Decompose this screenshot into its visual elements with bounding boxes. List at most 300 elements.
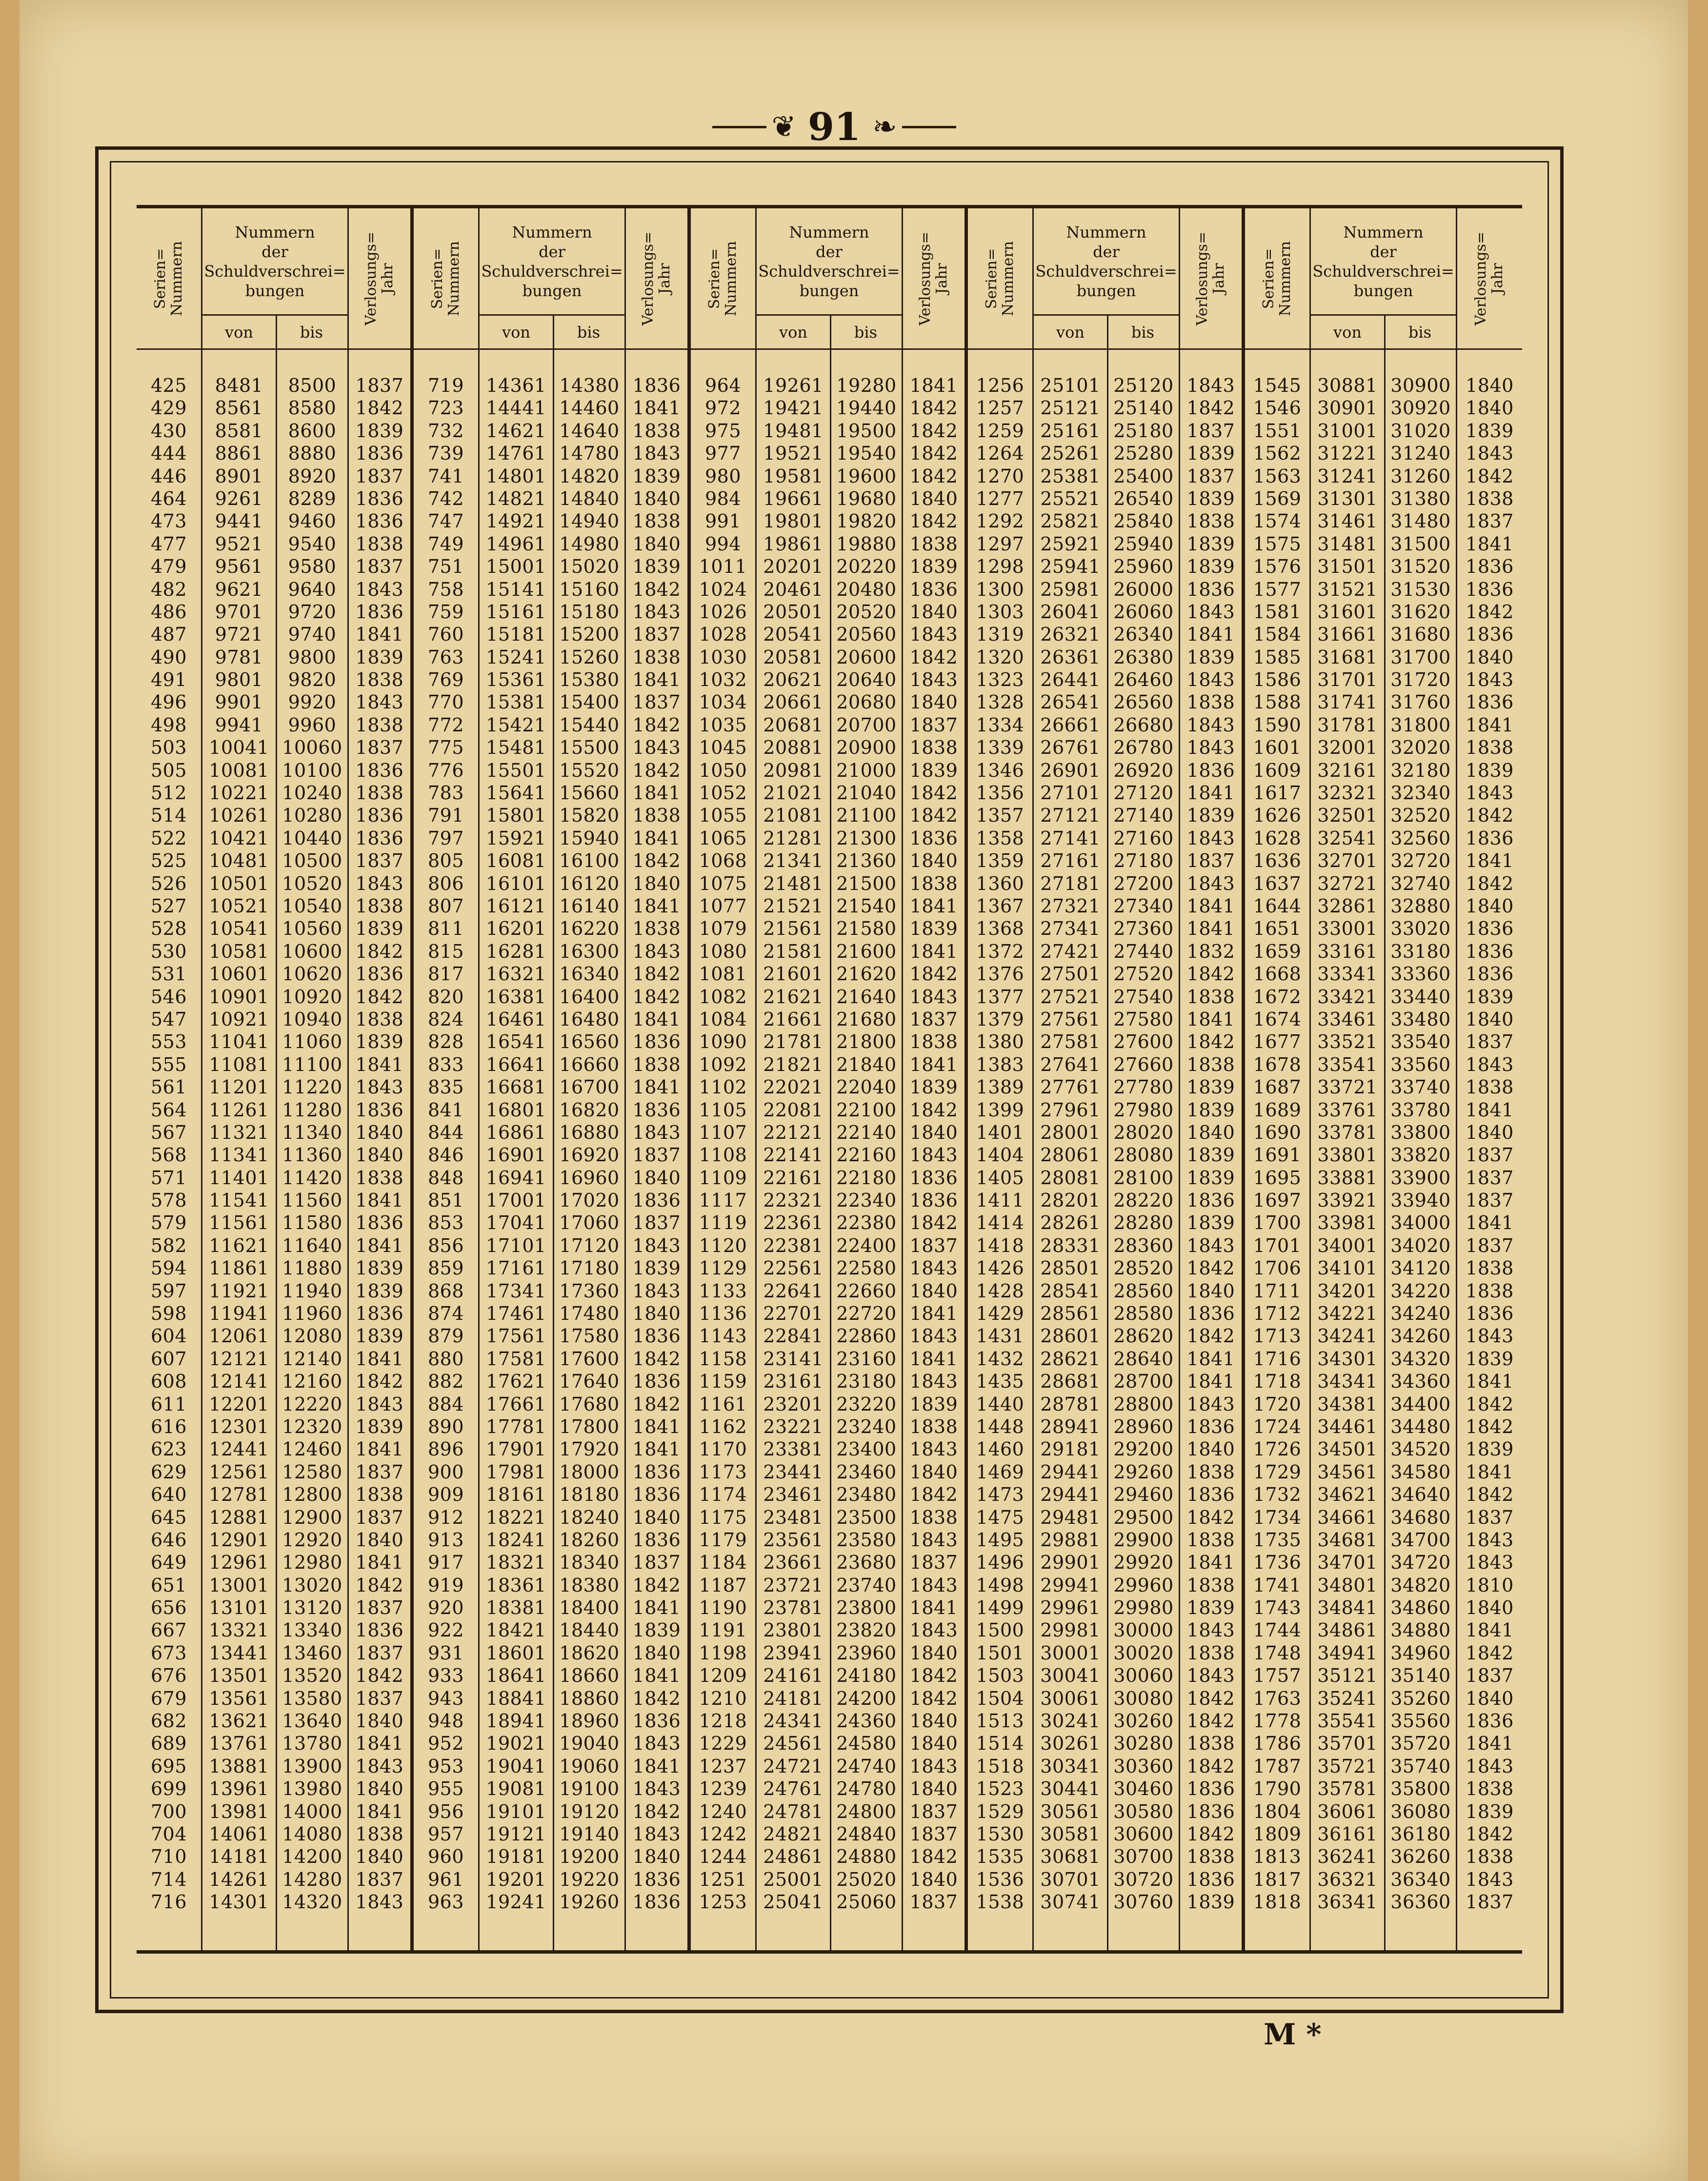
bis-cell: 13900: [282, 1755, 342, 1777]
serie-cell: 1050: [699, 759, 747, 781]
serie-cell: 527: [150, 895, 187, 917]
von-cell: 26761: [1040, 737, 1101, 759]
von-cell: 15181: [486, 624, 546, 646]
von-cell: 34801: [1317, 1574, 1378, 1596]
serie-cell: 817: [427, 963, 464, 985]
year-cell: 1836: [1466, 556, 1514, 578]
von-cell: 33981: [1317, 1212, 1378, 1234]
serie-cell: 956: [427, 1800, 464, 1822]
serie-cell: 1082: [699, 986, 747, 1008]
serie-cell: 640: [150, 1484, 187, 1506]
year-cell: 1837: [1466, 1891, 1514, 1913]
year-cell: 1836: [1186, 1484, 1235, 1506]
von-cell: 33461: [1317, 1008, 1378, 1030]
bis-cell: 20640: [836, 669, 897, 691]
serie-cell: 1065: [699, 827, 747, 849]
year-cell: 1837: [355, 1597, 404, 1619]
year-cell: 1842: [1186, 963, 1235, 985]
year-cell: 1841: [1186, 1552, 1235, 1574]
serie-cell: 1240: [699, 1800, 747, 1822]
year-cell: 1840: [909, 850, 958, 872]
von-cell: 25161: [1040, 420, 1101, 442]
von-cell: 22081: [763, 1099, 824, 1121]
serie-cell: 1368: [976, 918, 1025, 940]
serie-cell: 482: [150, 578, 187, 600]
bis-cell: 8580: [288, 397, 337, 419]
bis-cells: [1384, 374, 1457, 1914]
serie-cell: 490: [150, 646, 187, 668]
serie-cell: 772: [427, 714, 464, 736]
year-cell: 1840: [632, 1303, 681, 1325]
serie-cell: 1411: [976, 1190, 1025, 1212]
serie-cell: 1817: [1253, 1868, 1302, 1890]
year-cell: 1843: [1186, 872, 1235, 894]
year-header: [903, 208, 965, 350]
von-cell: 29481: [1040, 1506, 1101, 1528]
bis-cell: 25280: [1113, 443, 1174, 464]
bis-cell: 28620: [1113, 1325, 1174, 1347]
serie-cell: 1677: [1253, 1031, 1302, 1053]
von-cell: 10901: [209, 986, 269, 1008]
von-cell: 20661: [763, 691, 824, 713]
number-range-column: [1311, 208, 1457, 1950]
year-cell: 1841: [632, 827, 681, 849]
serie-cell: 582: [150, 1234, 187, 1256]
serie-cell: 1763: [1253, 1687, 1302, 1709]
serie-cell: 1786: [1253, 1733, 1302, 1755]
von-cell: 17661: [486, 1393, 546, 1415]
von-cell: 31301: [1317, 487, 1378, 509]
von-cell: 34501: [1317, 1438, 1378, 1460]
serie-cell: 964: [704, 375, 742, 396]
year-column: [1457, 208, 1522, 1950]
serie-cell: 919: [427, 1574, 464, 1596]
bis-cell: 33440: [1390, 986, 1451, 1008]
serie-cell: 933: [427, 1665, 464, 1687]
von-cell: 12121: [209, 1348, 269, 1370]
bis-cell: 33180: [1390, 940, 1451, 962]
bis-cell: 25400: [1113, 465, 1174, 487]
year-cell: 1838: [632, 805, 681, 827]
year-cell: 1842: [355, 1665, 404, 1687]
year-cell: 1839: [355, 1280, 404, 1302]
von-cell: 12561: [209, 1461, 269, 1483]
von-cell: 29181: [1040, 1438, 1101, 1460]
serie-cell: 567: [150, 1121, 187, 1143]
serie-cell: 1323: [976, 669, 1025, 691]
year-cell: 1837: [355, 1868, 404, 1890]
year-cell: 1836: [1186, 1303, 1235, 1325]
serie-cell: 646: [150, 1529, 187, 1551]
serie-cell: 900: [427, 1461, 464, 1483]
year-cell: 1841: [632, 895, 681, 917]
year-cell: 1841: [909, 1303, 958, 1325]
bis-cell: 16960: [559, 1167, 620, 1189]
year-cell: 1840: [355, 1846, 404, 1868]
year-cell: 1843: [355, 1755, 404, 1777]
bis-cell: 32560: [1390, 827, 1451, 849]
serie-cell: 880: [427, 1348, 464, 1370]
bis-cell: 28020: [1113, 1121, 1174, 1143]
serie-cell: 1736: [1253, 1552, 1302, 1574]
serie-cell: 1695: [1253, 1167, 1302, 1189]
serie-cell: 547: [150, 1008, 187, 1030]
von-cell: 9441: [215, 510, 263, 532]
year-cell: 1842: [1466, 1823, 1514, 1845]
von-cell: 28201: [1040, 1190, 1101, 1212]
bis-cell: 8500: [288, 375, 337, 396]
year-cell: 1842: [909, 465, 958, 487]
year-cell: 1836: [1186, 578, 1235, 600]
year-column: [349, 208, 414, 1950]
bis-cell: 18400: [559, 1597, 620, 1619]
bis-cell: 31020: [1390, 420, 1451, 442]
serie-cell: 1691: [1253, 1144, 1302, 1166]
von-cell: 11541: [209, 1190, 269, 1212]
von-cell: 21521: [763, 895, 824, 917]
von-cell: 20501: [763, 601, 824, 623]
year-cell: 1838: [909, 872, 958, 894]
year-cell: 1838: [355, 1823, 404, 1845]
year-cell: 1838: [1466, 1778, 1514, 1800]
bis-cell: 19440: [836, 397, 897, 419]
bis-cell: 33780: [1390, 1099, 1451, 1121]
serie-cell: 1218: [699, 1710, 747, 1732]
von-cell: 20681: [763, 714, 824, 736]
bis-cell: 23160: [836, 1348, 897, 1370]
von-cell: 32721: [1317, 872, 1378, 894]
bis-cell: 27520: [1113, 963, 1174, 985]
year-cell: 1838: [1186, 1642, 1235, 1664]
serie-cell: 1586: [1253, 669, 1302, 691]
serie-cell: 1678: [1253, 1053, 1302, 1075]
year-cell: 1839: [632, 1619, 681, 1641]
year-cells: [1457, 374, 1522, 1914]
von-cell: 23561: [763, 1529, 824, 1551]
serie-cell: 1637: [1253, 872, 1302, 894]
year-cell: 1837: [355, 737, 404, 759]
bis-cell: 29200: [1113, 1438, 1174, 1460]
bis-cell: 34960: [1390, 1642, 1451, 1664]
von-cell: 31521: [1317, 578, 1378, 600]
serie-cell: 505: [150, 759, 187, 781]
year-cell: 1842: [355, 1574, 404, 1596]
bis-cell: 19880: [836, 533, 897, 555]
serie-cell: 917: [427, 1552, 464, 1574]
serie-cell: 732: [427, 420, 464, 442]
serie-header: [137, 208, 201, 350]
year-cell: 1839: [1186, 1597, 1235, 1619]
bis-cell: 11940: [282, 1280, 342, 1302]
year-cell: 1840: [1466, 375, 1514, 396]
year-cell: 1839: [1466, 986, 1514, 1008]
bis-cell: 22140: [836, 1121, 897, 1143]
bis-cell: 23220: [836, 1393, 897, 1415]
von-cell: 28621: [1040, 1348, 1101, 1370]
serie-cell: 1251: [699, 1868, 747, 1890]
year-cells: [903, 374, 965, 1914]
serie-cell: 1428: [976, 1280, 1025, 1302]
serie-cell: 1628: [1253, 827, 1302, 849]
von-cell: 12781: [209, 1484, 269, 1506]
year-cell: 1842: [909, 443, 958, 464]
bis-cell: 26560: [1113, 691, 1174, 713]
serie-cell: 828: [427, 1031, 464, 1053]
bis-cell: 24740: [836, 1755, 897, 1777]
bis-cell: 19500: [836, 420, 897, 442]
serie-cell: 1259: [976, 420, 1025, 442]
von-cell: 17461: [486, 1303, 546, 1325]
von-cell: 26441: [1040, 669, 1101, 691]
year-cell: 1843: [355, 691, 404, 713]
von-cell: 17341: [486, 1280, 546, 1302]
serie-cell: 791: [427, 805, 464, 827]
serie-cell: 1143: [699, 1325, 747, 1347]
von-cell: 24341: [763, 1710, 824, 1732]
bis-cell: 19680: [836, 487, 897, 509]
serie-cell: 1718: [1253, 1371, 1302, 1393]
year-cell: 1841: [909, 940, 958, 962]
serie-header: [1245, 208, 1309, 350]
year-cell: 1837: [1186, 850, 1235, 872]
bis-cell: 8920: [288, 465, 337, 487]
serie-cell: 1055: [699, 805, 747, 827]
year-cell: 1843: [1186, 1393, 1235, 1415]
serie-cell: 1379: [976, 1008, 1025, 1030]
year-cell: 1843: [1466, 782, 1514, 804]
serie-cell: 783: [427, 782, 464, 804]
serie-cell: 1030: [699, 646, 747, 668]
bis-cell: 21500: [836, 872, 897, 894]
serie-column: [968, 208, 1034, 1950]
von-cell: 16281: [486, 940, 546, 962]
serie-cell: 1687: [1253, 1076, 1302, 1098]
serie-cell: 1109: [699, 1167, 747, 1189]
serie-cell: 1052: [699, 782, 747, 804]
year-cell: 1841: [632, 1665, 681, 1687]
year-cell: 1842: [909, 1687, 958, 1709]
year-cell: 1837: [355, 465, 404, 487]
year-cell: 1838: [1186, 1461, 1235, 1483]
von-cell: 9701: [215, 601, 263, 623]
year-cell: 1840: [1466, 1121, 1514, 1143]
serie-cell: 477: [150, 533, 187, 555]
von-cell: 32861: [1317, 895, 1378, 917]
bis-cell: 31380: [1390, 487, 1451, 509]
year-cell: 1843: [1466, 1053, 1514, 1075]
serie-cell: 1590: [1253, 714, 1302, 736]
bis-cell: 30000: [1113, 1619, 1174, 1641]
bis-cell: 17640: [559, 1371, 620, 1393]
year-cell: 1838: [909, 737, 958, 759]
serie-cell: 859: [427, 1257, 464, 1279]
bis-cell: 12140: [282, 1348, 342, 1370]
bis-cell: 24200: [836, 1687, 897, 1709]
year-cell: 1837: [1466, 1506, 1514, 1528]
bis-cell: 15160: [559, 578, 620, 600]
serie-cell: 487: [150, 624, 187, 646]
von-cell: 19521: [763, 443, 824, 464]
year-cell: 1837: [1466, 510, 1514, 532]
von-cell: 26541: [1040, 691, 1101, 713]
bis-cell: 34120: [1390, 1257, 1451, 1279]
bis-cell: 16920: [559, 1144, 620, 1166]
von-cell: 14061: [209, 1823, 269, 1845]
bis-cell: 17800: [559, 1415, 620, 1437]
bis-cell: 26680: [1113, 714, 1174, 736]
serie-cell: 1813: [1253, 1846, 1302, 1868]
bis-cell: 36080: [1390, 1800, 1451, 1822]
year-cell: 1837: [355, 1642, 404, 1664]
year-cell: 1836: [1466, 578, 1514, 600]
year-cell: 1836: [355, 963, 404, 985]
von-cells: [757, 374, 830, 1914]
bis-cell: 22040: [836, 1076, 897, 1098]
year-cell: 1842: [1466, 1393, 1514, 1415]
bis-cell: 19060: [559, 1755, 620, 1777]
von-cell: 28331: [1040, 1234, 1101, 1256]
serie-cell: 1105: [699, 1099, 747, 1121]
year-cell: 1810: [1466, 1574, 1514, 1596]
serie-cell: 1334: [976, 714, 1025, 736]
year-cell: 1837: [632, 624, 681, 646]
von-cell: 34841: [1317, 1597, 1378, 1619]
von-cell: 13321: [209, 1619, 269, 1641]
serie-cell: 1818: [1253, 1891, 1302, 1913]
bis-cell: 24580: [836, 1733, 897, 1755]
bis-cell: 30020: [1113, 1642, 1174, 1664]
von-cell: 30261: [1040, 1733, 1101, 1755]
year-cell: 1840: [909, 1710, 958, 1732]
year-cell: 1841: [355, 624, 404, 646]
bis-cell: 20900: [836, 737, 897, 759]
bis-cell: 11220: [282, 1076, 342, 1098]
year-cell: 1837: [909, 1891, 958, 1913]
von-cell: 33721: [1317, 1076, 1378, 1098]
year-cell: 1836: [355, 510, 404, 532]
bis-cell: 9540: [288, 533, 337, 555]
year-cell: 1842: [355, 986, 404, 1008]
von-cell: 13441: [209, 1642, 269, 1664]
serie-cell: 526: [150, 872, 187, 894]
bis-cell: 34360: [1390, 1371, 1451, 1393]
bis-cell: 10500: [282, 850, 342, 872]
year-cell: 1843: [632, 940, 681, 962]
von-cell: 29981: [1040, 1619, 1101, 1641]
bis-cell: 20480: [836, 578, 897, 600]
bis-cell: 25180: [1113, 420, 1174, 442]
bis-cell: 21800: [836, 1031, 897, 1053]
bis-cell: 31680: [1390, 624, 1451, 646]
serie-cell: 960: [427, 1846, 464, 1868]
von-cell: 29441: [1040, 1484, 1101, 1506]
serie-cell: 931: [427, 1642, 464, 1664]
bis-cell: 10280: [282, 805, 342, 827]
von-cell: 27161: [1040, 850, 1101, 872]
year-cell: 1841: [632, 1076, 681, 1098]
serie-cell: 1162: [699, 1415, 747, 1437]
year-cell: 1836: [1186, 1868, 1235, 1890]
serie-cell: 1357: [976, 805, 1025, 827]
von-cell: 24561: [763, 1733, 824, 1755]
von-cell: 14181: [209, 1846, 269, 1868]
serie-cell: 948: [427, 1710, 464, 1732]
von-cell: 13101: [209, 1597, 269, 1619]
column-group: [691, 208, 968, 1950]
year-cell: 1836: [1466, 1303, 1514, 1325]
year-cell: 1836: [632, 1529, 681, 1551]
bis-cell: 10560: [282, 918, 342, 940]
bis-cell: 16100: [559, 850, 620, 872]
year-cell: 1839: [909, 1076, 958, 1098]
year-cell: 1842: [1466, 1415, 1514, 1437]
serie-cell: 912: [427, 1506, 464, 1528]
bis-cell: 30580: [1113, 1800, 1174, 1822]
serie-cells: [691, 374, 755, 1914]
von-cell: 14361: [486, 375, 546, 396]
bis-cell: 32340: [1390, 782, 1451, 804]
von-cell: 13001: [209, 1574, 269, 1596]
serie-header-text: Serien= Nummern: [706, 241, 740, 316]
serie-cell: 1778: [1253, 1710, 1302, 1732]
von-cell: 29441: [1040, 1461, 1101, 1483]
serie-cell: 760: [427, 624, 464, 646]
von-cell: 23201: [763, 1393, 824, 1415]
year-cell: 1836: [355, 805, 404, 827]
bis-cell: 12220: [282, 1393, 342, 1415]
bis-cell: 25060: [836, 1891, 897, 1913]
serie-cell: 811: [427, 918, 464, 940]
von-cell: 25001: [763, 1868, 824, 1890]
serie-cell: 1380: [976, 1031, 1025, 1053]
year-cell: 1839: [909, 1393, 958, 1415]
year-cell: 1843: [909, 1371, 958, 1393]
bis-cell: 17060: [559, 1212, 620, 1234]
bis-cell: 35140: [1390, 1665, 1451, 1687]
year-cell: 1842: [1186, 397, 1235, 419]
von-cell: 22121: [763, 1121, 824, 1143]
year-cell: 1838: [632, 918, 681, 940]
year-cell: 1838: [355, 1484, 404, 1506]
bis-cell: 30280: [1113, 1733, 1174, 1755]
serie-cell: 775: [427, 737, 464, 759]
von-cell: 11861: [209, 1257, 269, 1279]
von-cell: 31501: [1317, 556, 1378, 578]
von-cell: 28081: [1040, 1167, 1101, 1189]
bis-header: bis: [276, 316, 347, 350]
serie-cell: 1514: [976, 1733, 1025, 1755]
serie-cell: 890: [427, 1415, 464, 1437]
bis-cell: 34580: [1390, 1461, 1451, 1483]
bis-cell: 14980: [559, 533, 620, 555]
bis-cell: 28100: [1113, 1167, 1174, 1189]
year-cell: 1839: [1186, 805, 1235, 827]
year-cell: 1839: [1186, 1144, 1235, 1166]
year-cell: 1842: [632, 1348, 681, 1370]
serie-cell: 528: [150, 918, 187, 940]
von-cell: 35121: [1317, 1665, 1378, 1687]
von-cell: 18601: [486, 1642, 546, 1664]
year-cell: 1838: [1466, 1076, 1514, 1098]
bis-cell: 28360: [1113, 1234, 1174, 1256]
year-cell: 1843: [909, 624, 958, 646]
von-cell: 22021: [763, 1076, 824, 1098]
serie-cell: 739: [427, 443, 464, 464]
serie-cell: 1358: [976, 827, 1025, 849]
bis-cell: 14200: [282, 1846, 342, 1868]
year-cell: 1840: [355, 1529, 404, 1551]
serie-cell: 1711: [1253, 1280, 1302, 1302]
